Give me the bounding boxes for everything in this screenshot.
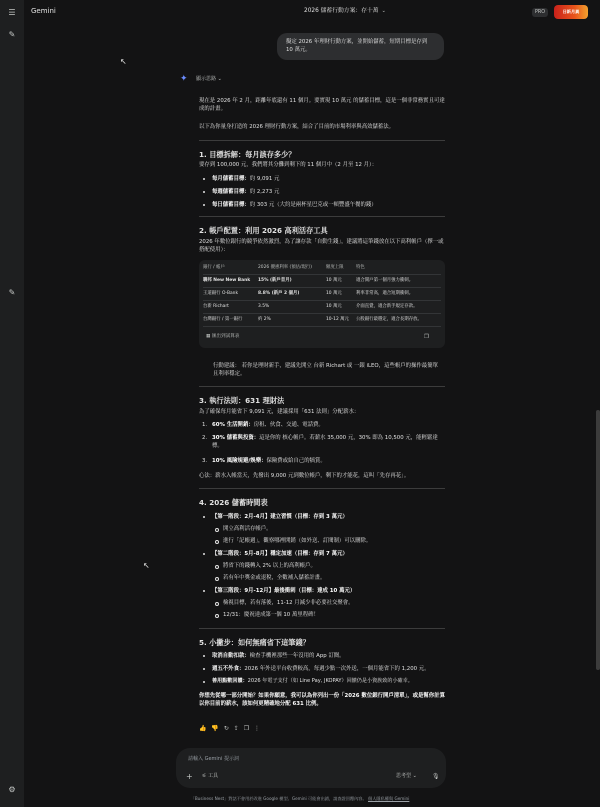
privacy-link[interactable]: 個人隱私權與 Gemini <box>368 796 410 801</box>
thumbs-up-icon[interactable]: 👍 <box>199 725 207 732</box>
list-item: 善用點數回饋：2026 年電子支付（如 Line Pay, JKOPAY）回饋仍是小資族致的小確幸。 <box>212 678 413 684</box>
list-item: 每週儲蓄目標：約 2,273 元 <box>212 189 280 195</box>
bullet <box>203 191 205 193</box>
sub-bullet <box>215 540 219 544</box>
table-header-cell: 2026 優惠利率 (預估/現行) <box>258 265 312 270</box>
divider <box>199 488 445 489</box>
phase-label: 【第二階段：5月-8月】穩定加速（目標：存到 7 萬元） <box>212 551 348 557</box>
table-cell: 公股銀行最穩定，適合長期存放。 <box>356 317 422 322</box>
mode-label: 思考型 <box>396 773 412 779</box>
intro-paragraph-2: 以下為你量身打造的 2026 理財行動方案，結合了目前的市場利率與高效儲蓄法。 <box>199 124 395 130</box>
export-label: 匯出到試算表 <box>211 334 240 339</box>
phase-task: 12/31：慶祝達成第一個 10 萬里程碑！ <box>223 612 319 618</box>
chevron-down-icon: ⌄ <box>217 76 222 82</box>
sub-bullet <box>215 577 219 581</box>
regenerate-icon[interactable]: ↻ <box>223 725 229 732</box>
prompt-input-box[interactable] <box>176 748 446 788</box>
chat-title: 2026 儲蓄行動方案：存十萬 <box>304 8 379 14</box>
microphone-icon[interactable]: 🎙 <box>432 773 440 780</box>
table-cell: 10 萬元 <box>326 304 342 309</box>
table-cell: 15% (新戶首月) <box>258 278 292 283</box>
show-thinking-label: 顯示思路 <box>196 76 217 82</box>
tools-label: 工具 <box>208 773 219 779</box>
tools-icon: ⚟ <box>202 773 207 779</box>
user-message: 擬定 2026 年理財行動方案，並開始儲蓄，短期目標是存到 10 萬元。 <box>277 33 444 60</box>
table-cell: 10-12 萬元 <box>326 317 349 322</box>
table-cell: 王道銀行 O-Bank <box>203 291 238 296</box>
table-header-row <box>203 262 441 275</box>
mouse-cursor-icon: ↖ <box>143 561 150 570</box>
section-4-title: 4. 2026 儲蓄時間表 <box>199 498 268 507</box>
bullet <box>203 516 205 518</box>
list-number: 2. <box>202 435 208 441</box>
divider <box>199 628 445 629</box>
table-cell: 聯邦 New New Bank <box>203 278 251 283</box>
tools-button[interactable] <box>202 773 218 781</box>
sidebar <box>0 0 24 807</box>
bullet <box>203 681 205 683</box>
table-cell: 台新 Richart <box>203 304 229 309</box>
app-name: Gemini <box>31 7 56 15</box>
sub-bullet <box>215 614 219 618</box>
list-number: 1. <box>202 422 208 428</box>
mouse-cursor-icon: ↖ <box>120 57 127 66</box>
copy-table-icon[interactable]: ❐ <box>424 334 429 340</box>
table-cell: 介面直覺，適合新手規定存款。 <box>356 304 418 309</box>
sheets-icon: ▦ <box>206 334 211 339</box>
table-cell: 適合開戶第一個月強力衝刺。 <box>356 278 414 283</box>
section-5-title: 5. 小撇步：如何無痛省下這筆錢？ <box>199 638 310 647</box>
chat-title-dropdown[interactable] <box>304 7 386 16</box>
bullet <box>203 668 205 670</box>
intro-paragraph-1: 現在是 2026 年 2 月，距離年底還有 11 個月。要實現 10 萬元 的儲蓄目標，這是一個非常務實且可達成的計畫。 <box>199 98 445 113</box>
gemini-sparkle-icon: ✦ <box>180 74 188 84</box>
action-tip: 行動建議： 若你是理財新手，建議先開立 台新 Richart 或 一銀 iLEO，這些帳戶的操作最簡單且利率穩定。 <box>213 363 438 378</box>
list-number: 3. <box>202 458 208 464</box>
menu-icon[interactable]: ☰ <box>8 8 16 17</box>
phase-task: 若有年中獎金或退稅，全數補入儲蓄計畫。 <box>223 575 326 581</box>
bullet <box>203 590 205 592</box>
top-bar <box>24 0 600 24</box>
list-item: 30% 儲蓄與投資：這是你的 核心帳戶。若薪水 35,000 元，30% 即為 10,500 元，能輕鬆達標。 <box>212 435 438 450</box>
table-row <box>203 288 441 301</box>
table-header-cell: 額度上限 <box>326 265 344 270</box>
chevron-down-icon: ⌄ <box>412 773 417 779</box>
more-options-icon[interactable]: ⋮ <box>254 725 261 732</box>
list-item: 取消自動扣款：檢查手機裡那些一年沒用的 App 訂閱。 <box>212 653 345 659</box>
table-cell: 台灣銀行 / 第一銀行 <box>203 317 243 322</box>
model-mode-dropdown[interactable] <box>396 773 417 781</box>
phase-label: 【第三階段：9月-12月】最後衝刺（目標：達成 10 萬元） <box>212 588 356 594</box>
chevron-down-icon: ⌄ <box>381 8 386 14</box>
list-item: 週五不外食：2026 年外送平台收費較高，每週少點一次外送，一個月能省下約 1,200 元。 <box>212 666 430 672</box>
list-item: 每月儲蓄目標：約 9,091 元 <box>212 176 280 182</box>
section-3-title: 3. 執行法則：631 理財法 <box>199 396 285 405</box>
show-thinking-toggle[interactable] <box>196 76 222 84</box>
phase-task: 將省下的錢轉入 2% 以上的高利帳戶。 <box>223 563 316 569</box>
list-item: 60% 生活開銷：房租、伙食、交通、電話費。 <box>212 422 324 428</box>
phase-task: 檢視目標，若有落後，11-12 月減少非必要社交聚會。 <box>223 600 354 606</box>
prompt-input[interactable]: 請輸入 Gemini 提示詞 <box>188 756 239 762</box>
section-2-title: 2. 帳戶配置：利用 2026 高利活存工具 <box>199 226 328 235</box>
response-actions <box>199 724 260 733</box>
footer-text: 「Business Nest」對話不會用於改進 Google 模型。Gemini 可能會出錯，請查證回覆內容。 <box>190 796 367 801</box>
bullet <box>203 655 205 657</box>
closing-question: 你想先從哪一部分開始？如果你願意，我可以為你列出一份「2026 數位銀行開戶清單」，或是幫你計算以你目前的薪水，該如何更精確地分配 631 比例。 <box>199 693 445 708</box>
add-icon[interactable]: + <box>186 772 193 781</box>
table-row <box>203 314 441 327</box>
phase-task: 進行「記帳週」，觀察哪裡開銷（如外送、訂閱制）可以刪除。 <box>223 538 372 544</box>
sub-bullet <box>215 602 219 606</box>
share-icon[interactable]: ⇪ <box>233 725 239 732</box>
section-1-intro: 要存到 100,000 元，我們將其分攤到剩下的 11 個月中（2 月至 12 月）： <box>199 162 378 168</box>
phase-task: 開立高利活存帳戶。 <box>223 526 272 532</box>
thumbs-down-icon[interactable]: 👎 <box>211 725 219 732</box>
table-header-cell: 特色 <box>356 265 365 270</box>
table-row <box>203 301 441 314</box>
table-cell: 8.8% (新戶 2 個月) <box>258 291 300 296</box>
table-cell: 3.5% <box>258 304 270 309</box>
scrollbar-thumb[interactable] <box>596 410 600 670</box>
sub-bullet <box>215 528 219 532</box>
phase-label: 【第一階段：2月-4月】建立習慣（目標：存到 3 萬元） <box>212 514 348 520</box>
table-cell: 10 萬元 <box>326 291 342 296</box>
divider <box>199 140 445 141</box>
bullet <box>203 553 205 555</box>
sub-bullet <box>215 565 219 569</box>
divider <box>199 216 445 217</box>
footer-disclaimer <box>0 796 600 803</box>
edit-icon[interactable]: ✎ <box>8 288 16 297</box>
list-item: 每日儲蓄目標：約 303 元（大約是兩杯星巴克或一頓豐盛午餐的錢） <box>212 202 377 208</box>
avatar[interactable]: 日新月異 <box>554 5 588 19</box>
section-2-intro: 2026 年數位銀行的競爭依然激烈，為了讓存款「自動生錢」，建議將這筆錢放在以下高利帳戶（擇一或搭配使用）： <box>199 239 444 254</box>
section-3-intro: 為了確保每月能省下 9,091 元，建議採用「631 法則」分配薪水： <box>199 409 360 415</box>
copy-icon[interactable]: ❐ <box>243 725 250 732</box>
table-cell: 利率非常高，適合短期衝刺。 <box>356 291 414 296</box>
export-to-sheets-button[interactable] <box>206 333 239 340</box>
mindset-note: 心法：薪水入帳當天，先撥出 9,000 元到數位帳戶，剩下的才能花，這叫「先存再花」。 <box>199 473 410 479</box>
table-header-cell: 銀行 / 帳戶 <box>203 265 225 270</box>
new-chat-icon[interactable]: ✎ <box>8 30 16 39</box>
divider <box>199 386 445 387</box>
bullet <box>203 178 205 180</box>
table-cell: 10 萬元 <box>326 278 342 283</box>
list-item: 10% 風險規避/娛樂：保險費或給自己的犒賞。 <box>212 458 326 464</box>
section-1-title: 1. 目標拆解：每月該存多少？ <box>199 150 296 159</box>
settings-icon[interactable]: ⚙ <box>8 785 16 794</box>
table-cell: 約 2% <box>258 317 271 322</box>
table-row <box>203 275 441 288</box>
scrollbar[interactable] <box>595 30 600 745</box>
pro-badge: PRO <box>532 8 548 17</box>
bullet <box>203 204 205 206</box>
